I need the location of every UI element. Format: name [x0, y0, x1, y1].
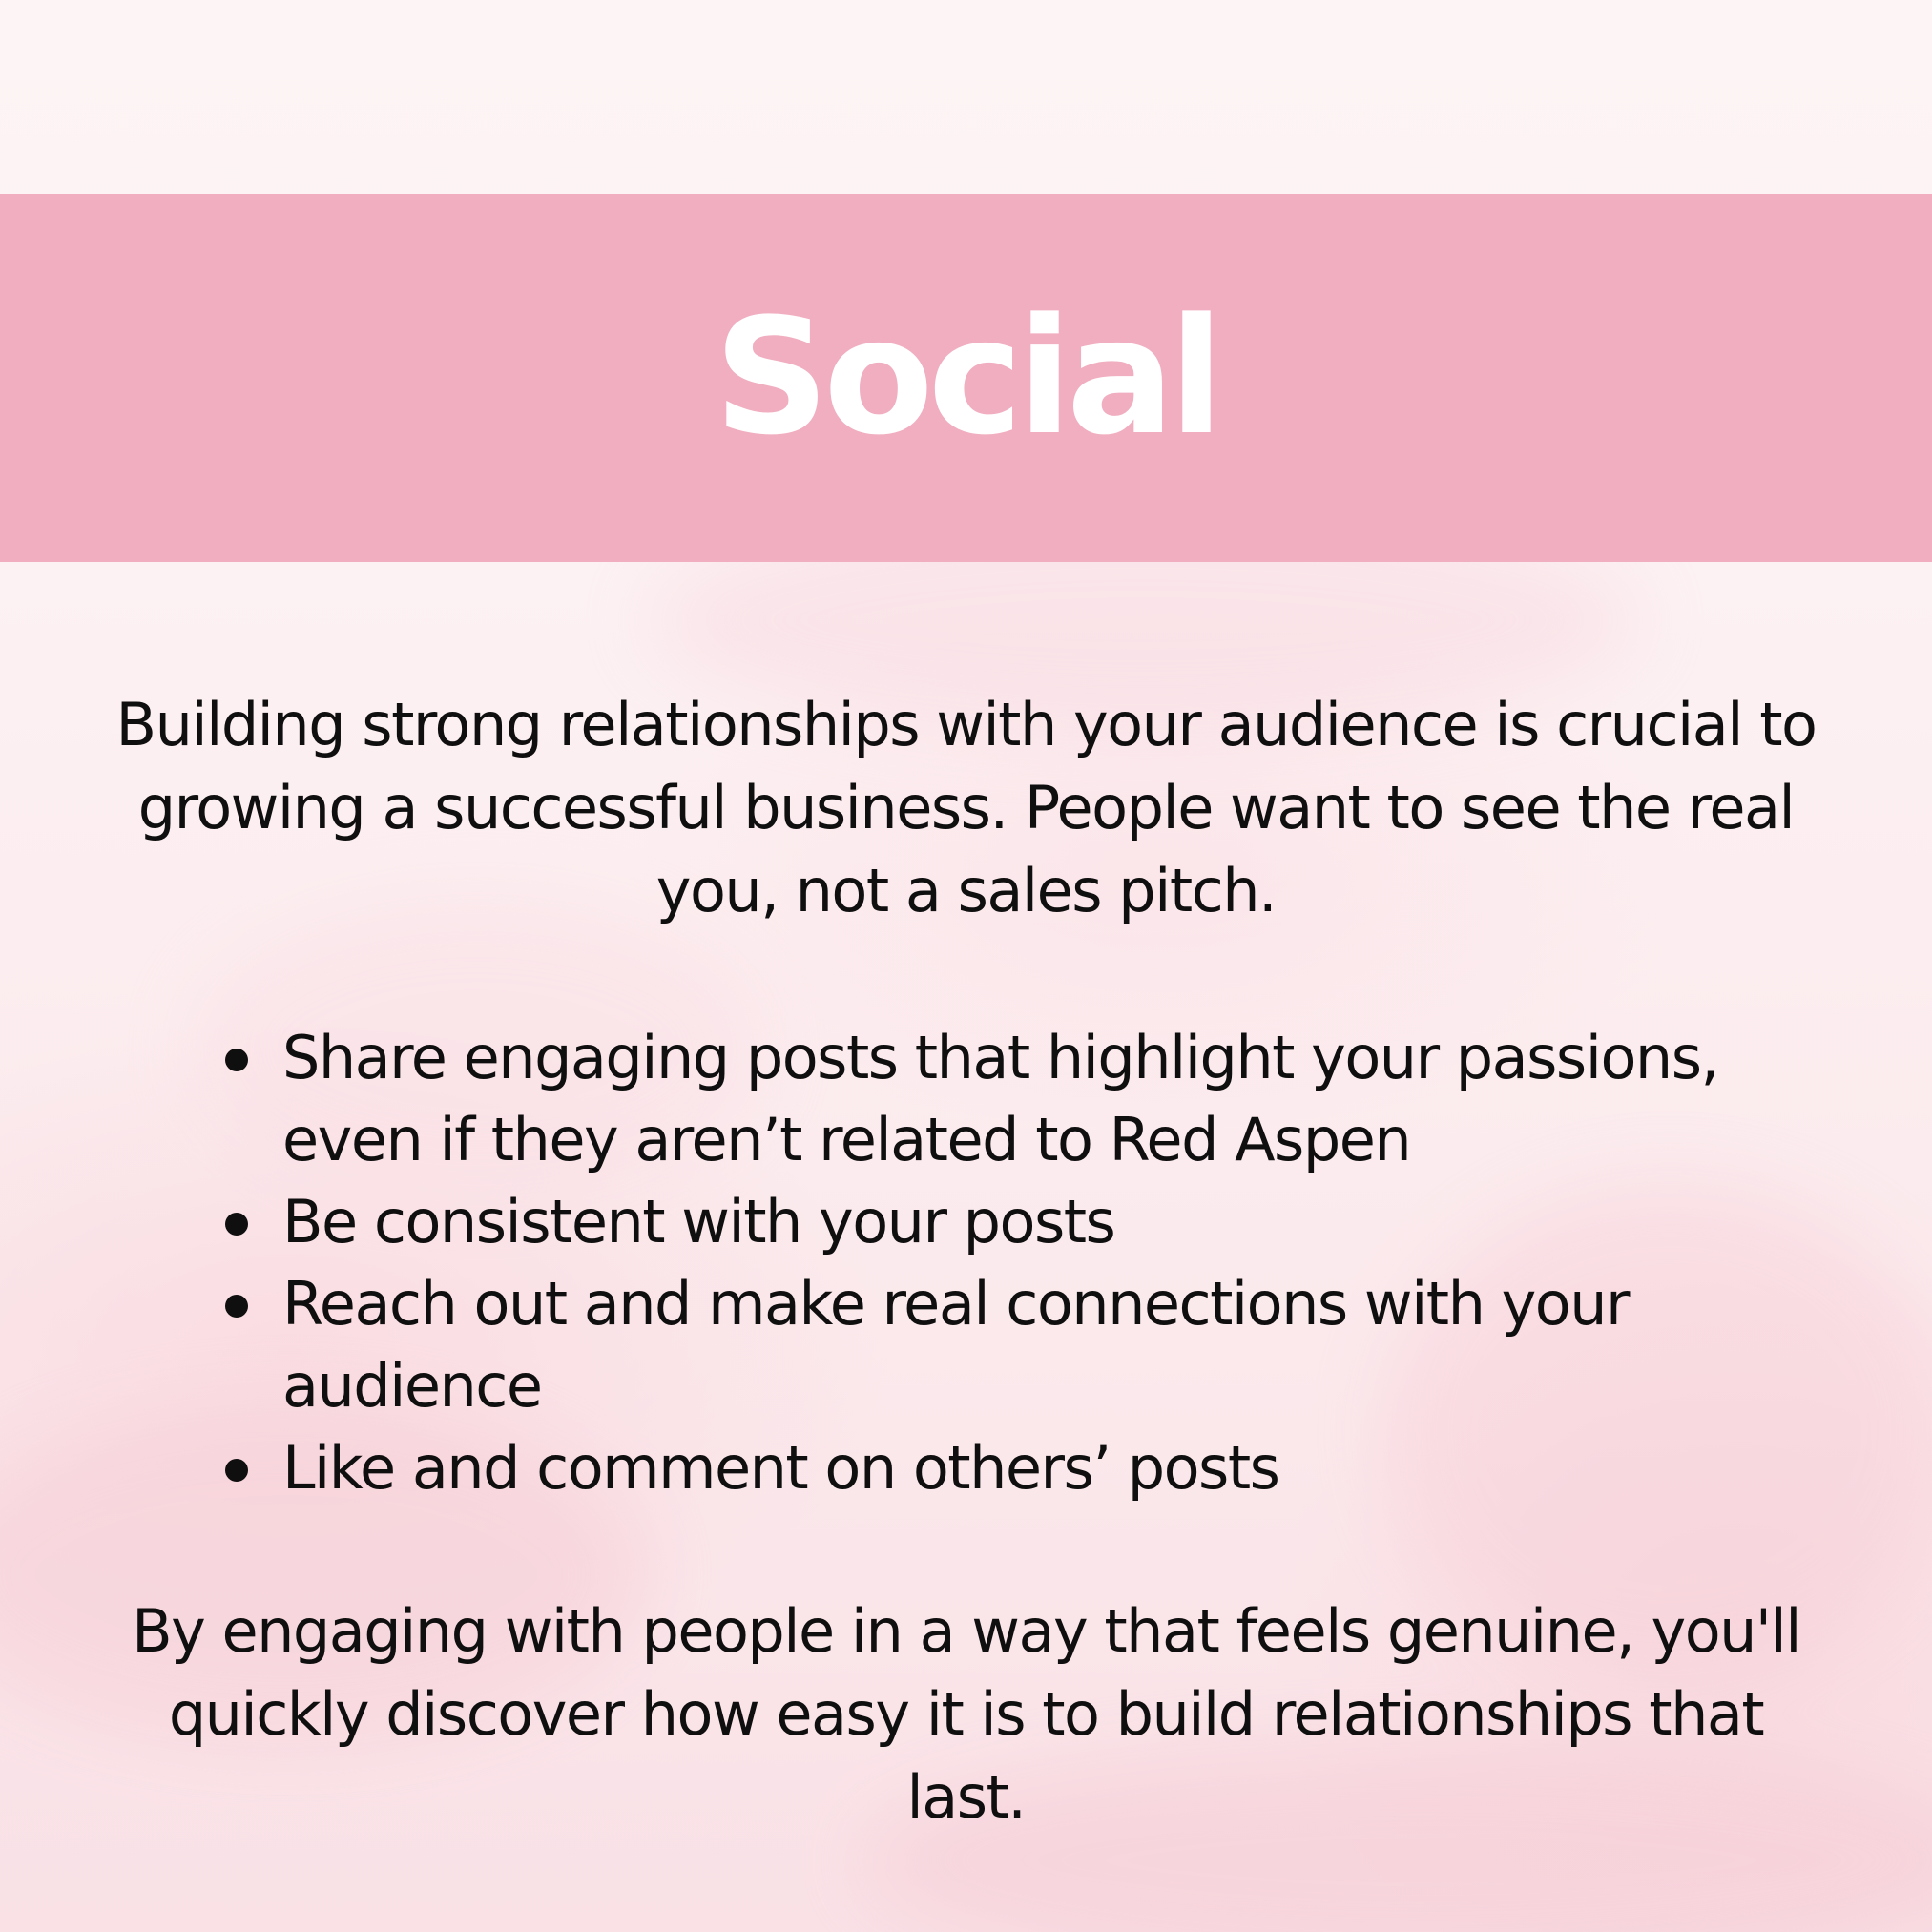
content-area — [114, 683, 1818, 1832]
list-item — [221, 1427, 1786, 1509]
list-item — [221, 1181, 1786, 1263]
bullet-icon — [225, 1213, 248, 1236]
bullet-icon — [225, 1295, 248, 1318]
tips-list — [221, 1017, 1786, 1509]
bullet-icon — [225, 1049, 248, 1071]
list-item — [221, 1263, 1786, 1427]
title-banner — [0, 194, 1932, 562]
bullet-icon — [225, 1459, 248, 1482]
list-item-text: Share engaging posts that highlight your passions, even if they aren’t related to Red Aspen — [282, 1023, 1718, 1174]
list-item-text: Like and comment on others’ posts — [282, 1433, 1279, 1503]
list-item-text: Reach out and make real connections with your audience — [282, 1269, 1630, 1421]
intro-paragraph: Building strong relationships with your audience is crucial to growing a successful business. People want to see the real you, not a sales pitch. — [115, 690, 1817, 925]
list-item-text: Be consistent with your posts — [282, 1187, 1115, 1257]
page-title: Social — [714, 283, 1218, 470]
list-item — [221, 1017, 1786, 1181]
closing-paragraph: By engaging with people in a way that feels genuine, you'll quickly discover how easy it is to build relationships that last. — [132, 1596, 1800, 1832]
